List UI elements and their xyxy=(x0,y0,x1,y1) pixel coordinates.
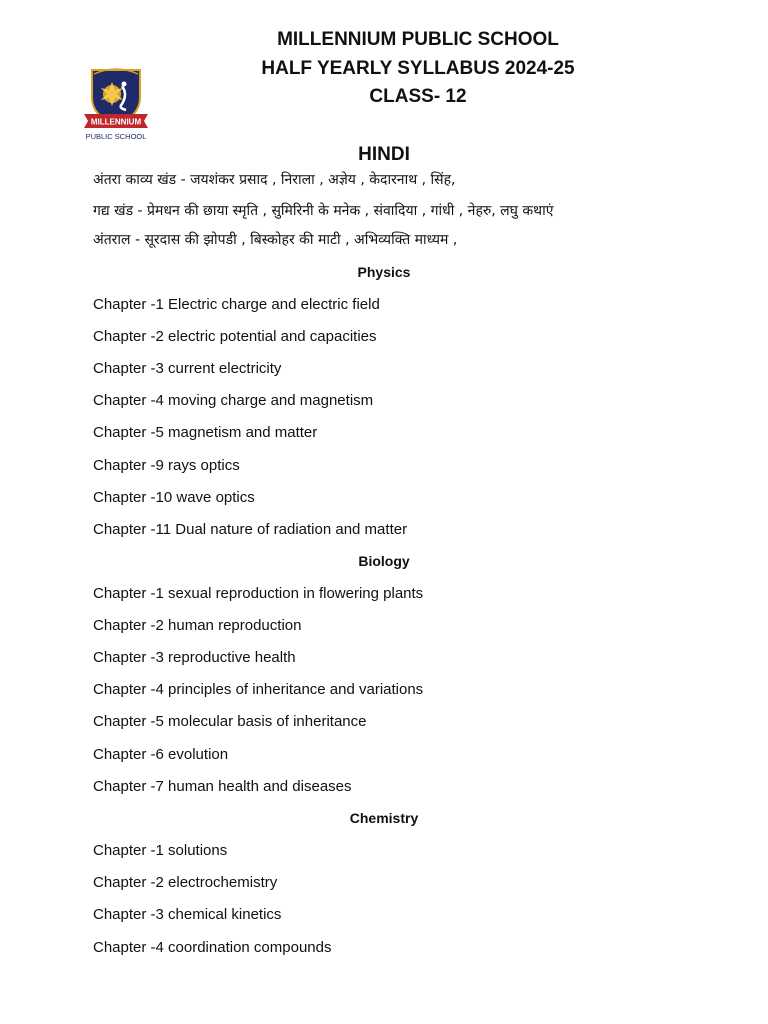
chapter-item: Chapter -11 Dual nature of radiation and matter xyxy=(93,521,408,538)
chapter-item: Chapter -2 electrochemistry xyxy=(93,874,278,891)
chapter-item: Chapter -5 magnetism and matter xyxy=(93,424,318,441)
chapter-item: Chapter -5 molecular basis of inheritance xyxy=(93,713,367,730)
chapter-item: Chapter -3 current electricity xyxy=(93,360,282,377)
biology-heading: Biology xyxy=(358,553,410,569)
svg-text:MILLENNIUM: MILLENNIUM xyxy=(90,117,142,127)
hindi-line: अंतरा काव्य खंड - जयशंकर प्रसाद , निराला , अज्ञेय , केदारनाथ , सिंह, xyxy=(93,172,456,188)
hindi-line: गद्य खंड - प्रेमधन की छाया स्मृति , सुमिरिनी के मनेक , संवादिया , गांधी , नेहरु, लघु कथाएं xyxy=(93,203,554,219)
chapter-item: Chapter -3 reproductive health xyxy=(93,649,296,666)
hindi-line: अंतराल - सूरदास की झोपडी , बिस्कोहर की माटी , अभिव्यक्ति माध्यम , xyxy=(93,232,458,248)
chapter-item: Chapter -2 electric potential and capacities xyxy=(93,328,377,345)
chapter-item: Chapter -1 solutions xyxy=(93,842,228,859)
chapter-item: Chapter -3 chemical kinetics xyxy=(93,906,282,923)
school-logo xyxy=(82,64,150,144)
chapter-item: Chapter -1 Electric charge and electric field xyxy=(93,296,380,313)
chapter-item: Chapter -6 evolution xyxy=(93,746,229,763)
chapter-item: Chapter -4 moving charge and magnetism xyxy=(93,392,374,409)
document-header xyxy=(150,26,686,112)
chapter-item: Chapter -2 human reproduction xyxy=(93,617,302,634)
class-label: CLASS- 12 xyxy=(369,86,467,107)
chemistry-heading: Chemistry xyxy=(349,810,419,826)
chapter-item: Chapter -4 coordination compounds xyxy=(93,939,332,956)
chapter-item: Chapter -10 wave optics xyxy=(93,489,255,506)
syllabus-title: HALF YEARLY SYLLABUS 2024-25 xyxy=(261,57,575,79)
chapter-item: Chapter -1 sexual reproduction in flowering plants xyxy=(93,585,424,602)
school-name: MILLENNIUM PUBLIC SCHOOL xyxy=(277,29,559,50)
chapter-item: Chapter -7 human health and diseases xyxy=(93,778,352,795)
school-crest-icon xyxy=(82,64,150,144)
chapter-item: Chapter -4 principles of inheritance and variations xyxy=(93,681,424,698)
svg-text:PUBLIC SCHOOL: PUBLIC SCHOOL xyxy=(85,132,147,141)
chapter-item: Chapter -9 rays optics xyxy=(93,457,240,474)
hindi-heading: HINDI xyxy=(358,144,410,165)
physics-heading: Physics xyxy=(357,264,411,280)
